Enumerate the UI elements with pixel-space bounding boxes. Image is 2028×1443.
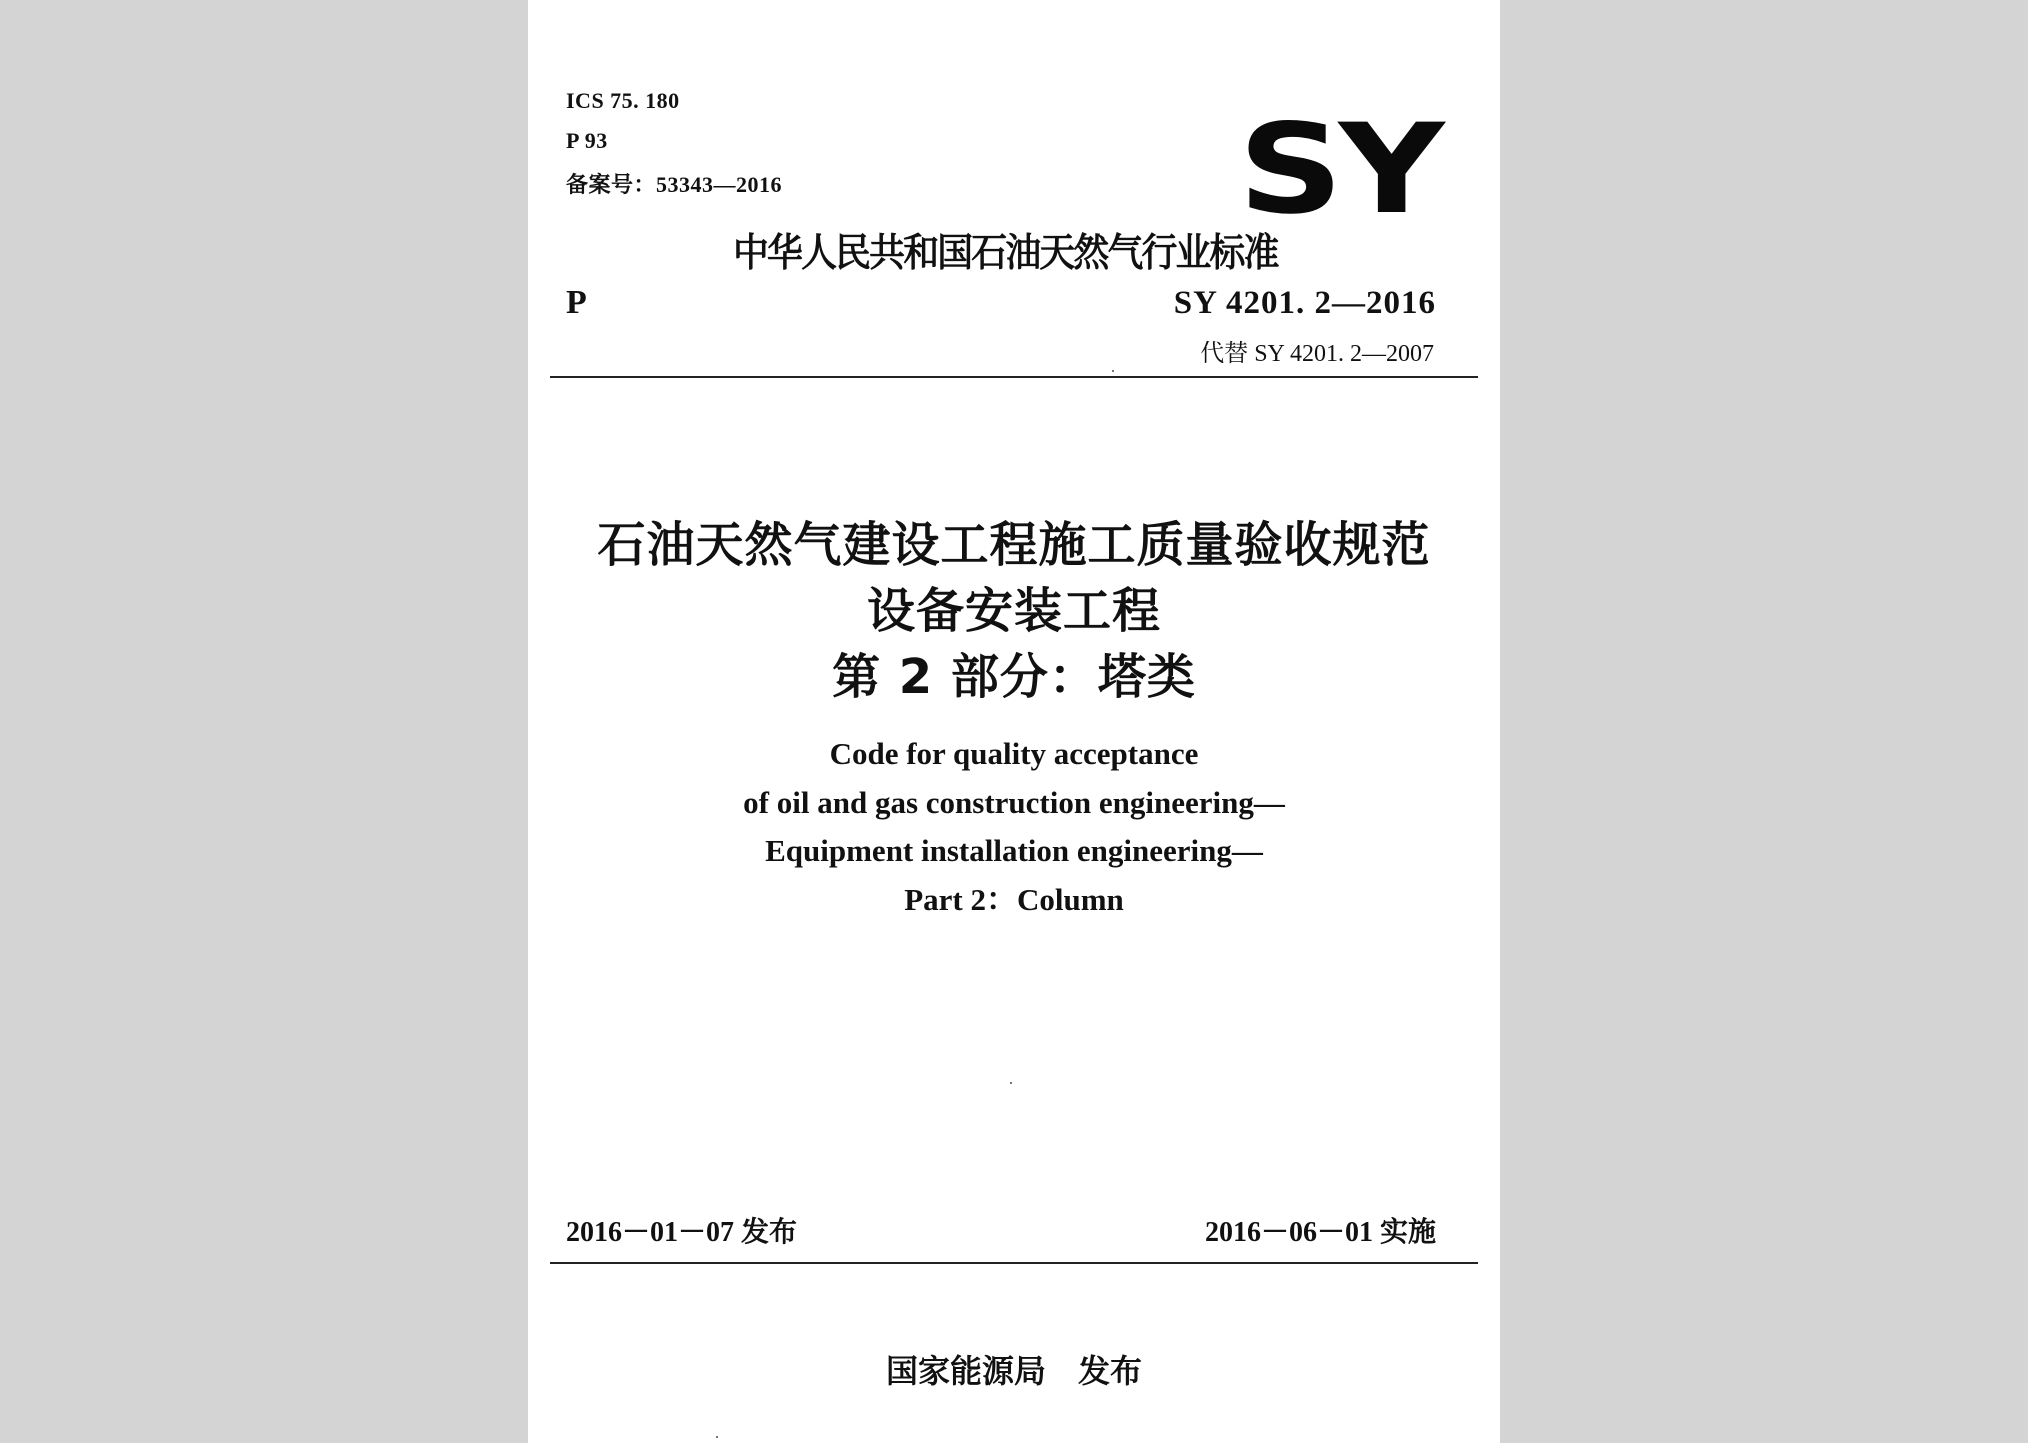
- chinese-title-line-1: 石油天然气建设工程施工质量验收规范: [597, 517, 1431, 573]
- english-title-line-1: Code for quality acceptance: [829, 736, 1199, 771]
- filing-number: 备案号：53343—2016: [566, 172, 783, 197]
- chinese-title-line-2: 设备安装工程: [866, 583, 1161, 639]
- english-title-line-2: of oil and gas construction engineering—: [743, 784, 1285, 820]
- top-divider: [550, 376, 1478, 378]
- ics-code: ICS 75. 180: [566, 88, 680, 113]
- classification-letter: P: [566, 284, 587, 321]
- standard-number: SY 4201. 2—2016: [1173, 285, 1436, 321]
- replaces-standard: 代替 SY 4201. 2—2007: [1200, 341, 1434, 367]
- implementation-date: 2016－06－01 实施: [1204, 1217, 1436, 1248]
- category-code: P 93: [566, 128, 608, 153]
- issuing-authority: 国家能源局 发布: [885, 1352, 1142, 1390]
- sy-logo: SY: [1238, 98, 1440, 242]
- bottom-divider: [550, 1262, 1478, 1264]
- chinese-title: [528, 512, 1500, 710]
- scan-speck: [1112, 370, 1114, 372]
- english-title-line-3: Equipment installation engineering—: [765, 833, 1263, 868]
- industry-standard-title: 中华人民共和国石油天然气行业标准: [733, 231, 1278, 276]
- document-page: [528, 0, 1500, 1443]
- english-title: [528, 730, 1500, 924]
- english-title-line-4: Part 2：Column: [904, 881, 1124, 917]
- chinese-title-line-3: 第 2 部分：塔类: [832, 649, 1196, 705]
- scan-speck: [1010, 1082, 1012, 1084]
- scan-speck: [716, 1436, 718, 1438]
- issue-date: 2016－01－07 发布: [566, 1217, 798, 1248]
